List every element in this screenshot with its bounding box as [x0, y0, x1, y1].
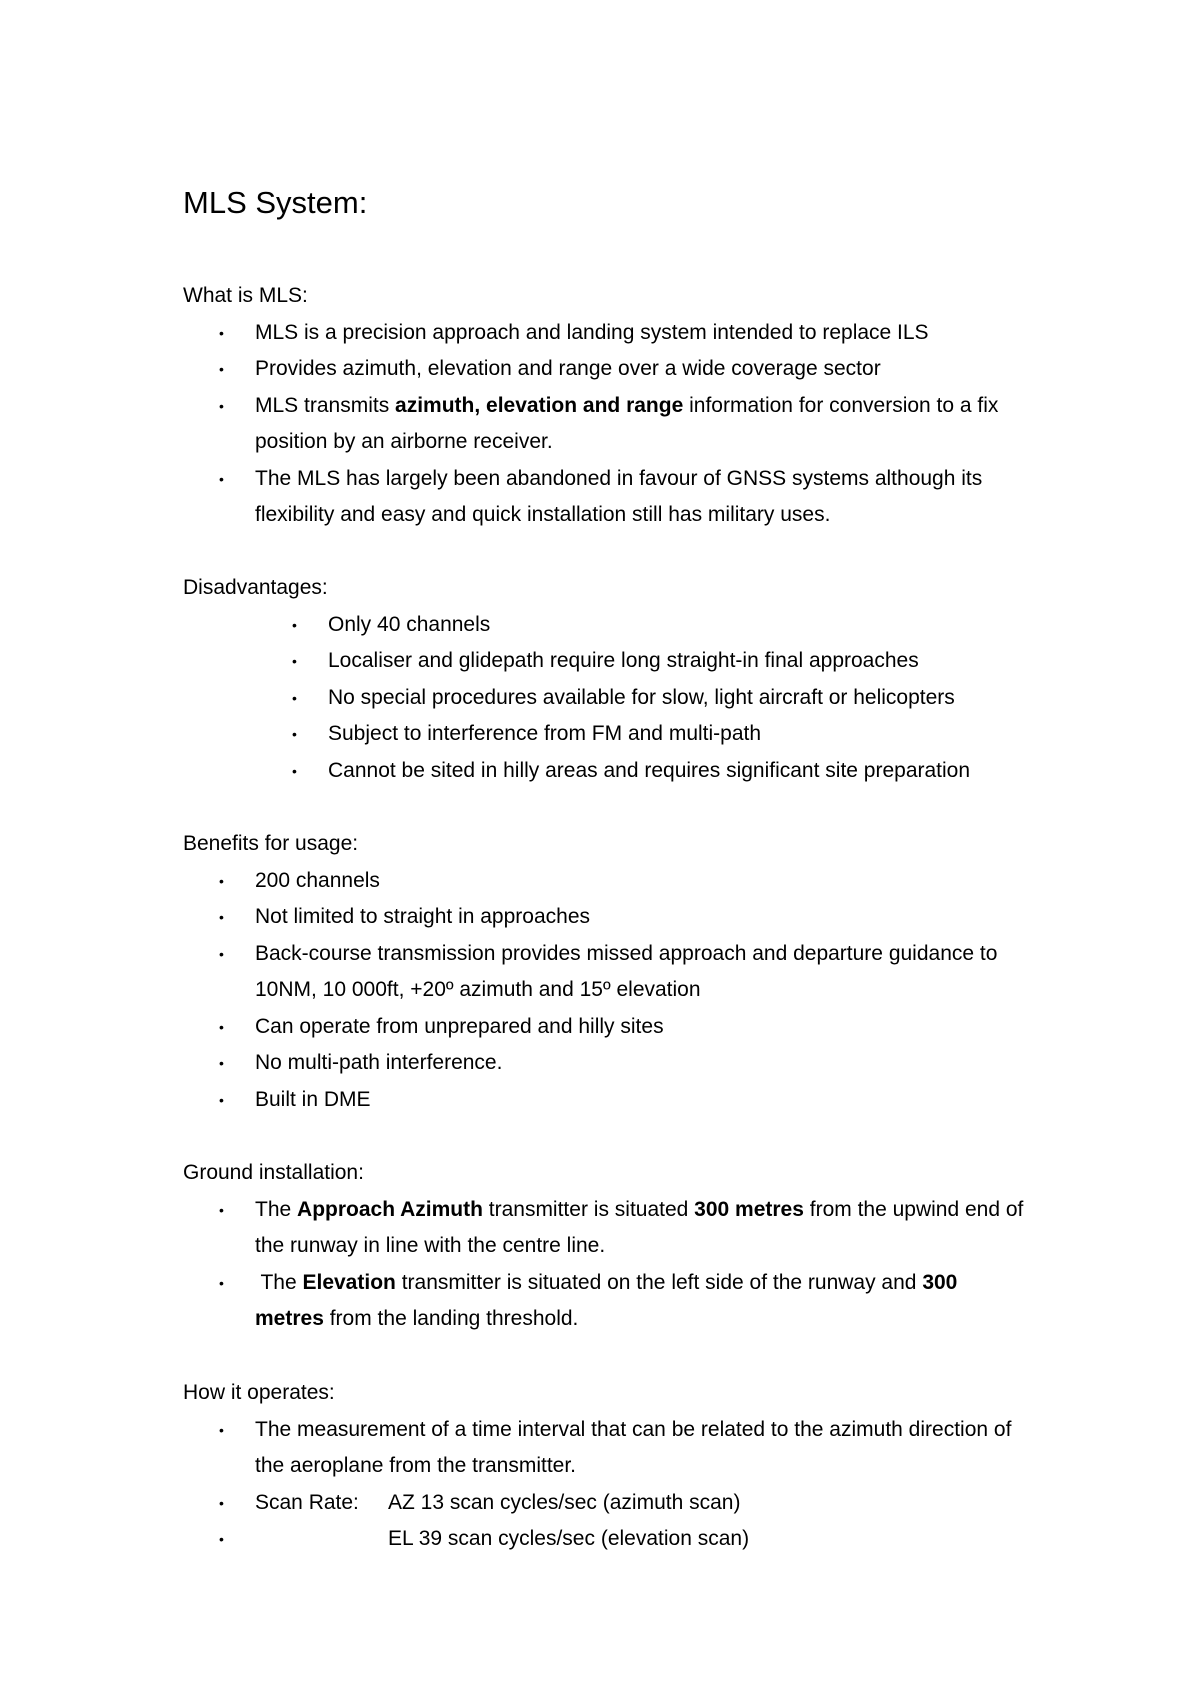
list-item [183, 315, 1027, 352]
list-item-text: The [255, 1270, 303, 1294]
list-item-text: The MLS has largely been abandoned in favour of GNSS systems although its flexibility and easy and quick installation still has military uses. [255, 466, 983, 526]
bullet-icon: • [219, 1421, 224, 1438]
scan-rate-az: AZ 13 scan cycles/sec (azimuth scan) [388, 1490, 741, 1514]
list-item [183, 1045, 1027, 1082]
bullet-icon: • [292, 616, 297, 633]
bullet-icon: • [292, 689, 297, 706]
list-item-text: from the landing threshold. [323, 1307, 579, 1330]
section-heading: How it operates: [183, 1381, 335, 1404]
section-heading: Ground installation: [183, 1161, 364, 1184]
list-item [183, 716, 1048, 753]
bullet-list [183, 315, 1063, 534]
section-heading: What is MLS: [183, 284, 308, 307]
section-heading: Disadvantages: [183, 576, 328, 599]
list-item [183, 388, 1027, 461]
bullet-icon: • [219, 872, 224, 889]
list-item-text: No multi-path interference. [255, 1051, 503, 1074]
scan-rate-label: Scan Rate: [255, 1490, 359, 1514]
bullet-icon: • [219, 1274, 224, 1291]
list-item-text: transmitter is situated [482, 1197, 695, 1221]
list-item-text: information for conversion to a fix position by an airborne receiver. [255, 393, 999, 453]
list-item [183, 351, 1027, 388]
bullet-icon: • [219, 361, 224, 377]
list-item-text: Subject to interference from FM and multi-path [328, 722, 762, 745]
list-item-text: Built in DME [255, 1087, 371, 1111]
list-item [183, 1412, 1027, 1485]
list-item [183, 936, 1027, 1009]
bullet-icon: • [219, 470, 224, 487]
bullet-list [183, 1192, 1063, 1338]
list-item-text: The [255, 1197, 298, 1221]
section-ground-installation [183, 1155, 1063, 1338]
page-title: MLS System: [183, 185, 368, 220]
bullet-icon: • [219, 1091, 224, 1108]
list-item [183, 863, 1027, 900]
list-item-text: No special procedures available for slow, light aircraft or helicopters [328, 685, 955, 709]
list-item [183, 1082, 1027, 1119]
section-benefits [183, 826, 1063, 1118]
list-item [183, 643, 1048, 680]
bullet-icon: • [219, 1494, 224, 1511]
bullet-list [183, 863, 1063, 1119]
list-item-text: 200 channels [255, 868, 380, 892]
list-item-text: Back-course transmission provides missed approach and departure guidance to 10NM, 10 000ft, +20º azimuth and 15º elevation [255, 941, 998, 1001]
bullet-list [183, 607, 1063, 790]
list-item-text: Cannot be sited in hilly areas and requires significant site preparation [328, 758, 971, 782]
bullet-icon: • [219, 397, 224, 414]
bold-text: Approach Azimuth [297, 1197, 483, 1221]
list-item [183, 680, 1048, 717]
list-item-text: from the upwind end of the runway in line with the centre line. [255, 1197, 1024, 1257]
list-item [183, 899, 1027, 936]
bullet-icon: • [219, 909, 224, 925]
list-item [183, 1485, 1027, 1522]
section-what-is-mls [183, 278, 1063, 534]
bullet-icon: • [219, 945, 224, 962]
list-item-text: Only 40 channels [328, 612, 491, 636]
bold-text: 300 metres [255, 1270, 958, 1330]
bullet-icon: • [219, 1018, 224, 1035]
bullet-icon: • [219, 1201, 224, 1218]
list-item [183, 461, 1027, 534]
list-item-text: transmitter is situated on the left side of the runway and [395, 1270, 923, 1294]
bullet-icon: • [219, 324, 224, 341]
list-item [183, 1192, 1027, 1265]
list-item-text: Not limited to straight in approaches [255, 905, 591, 928]
list-item-text: Localiser and glidepath require long straight-in final approaches [328, 649, 919, 672]
bullet-list [183, 1412, 1063, 1558]
list-item [183, 607, 1048, 644]
list-item [183, 1521, 1027, 1558]
section-disadvantages [183, 570, 1063, 789]
bullet-icon: • [219, 1055, 224, 1071]
list-item-text: Can operate from unprepared and hilly sites [255, 1014, 664, 1038]
bullet-icon: • [292, 762, 297, 779]
list-item [183, 1265, 1027, 1338]
section-how-it-operates [183, 1375, 1063, 1558]
list-item-text: MLS is a precision approach and landing system intended to replace ILS [255, 320, 929, 344]
bullet-icon: • [292, 726, 297, 742]
bold-text: Elevation [302, 1270, 396, 1294]
section-heading: Benefits for usage: [183, 832, 359, 855]
bullet-icon: • [292, 653, 297, 669]
bold-text: 300 metres [694, 1197, 804, 1221]
list-item-text: The measurement of a time interval that can be related to the azimuth direction of the aeroplane from the transmitter. [255, 1417, 1012, 1477]
list-item [183, 753, 1048, 790]
bold-text: azimuth, elevation and range [395, 393, 684, 417]
list-item [183, 1009, 1027, 1046]
bullet-icon: • [219, 1531, 224, 1547]
list-item-text: Provides azimuth, elevation and range over a wide coverage sector [255, 357, 881, 380]
scan-rate-el: EL 39 scan cycles/sec (elevation scan) [388, 1527, 750, 1550]
list-item-text: MLS transmits [255, 393, 396, 417]
